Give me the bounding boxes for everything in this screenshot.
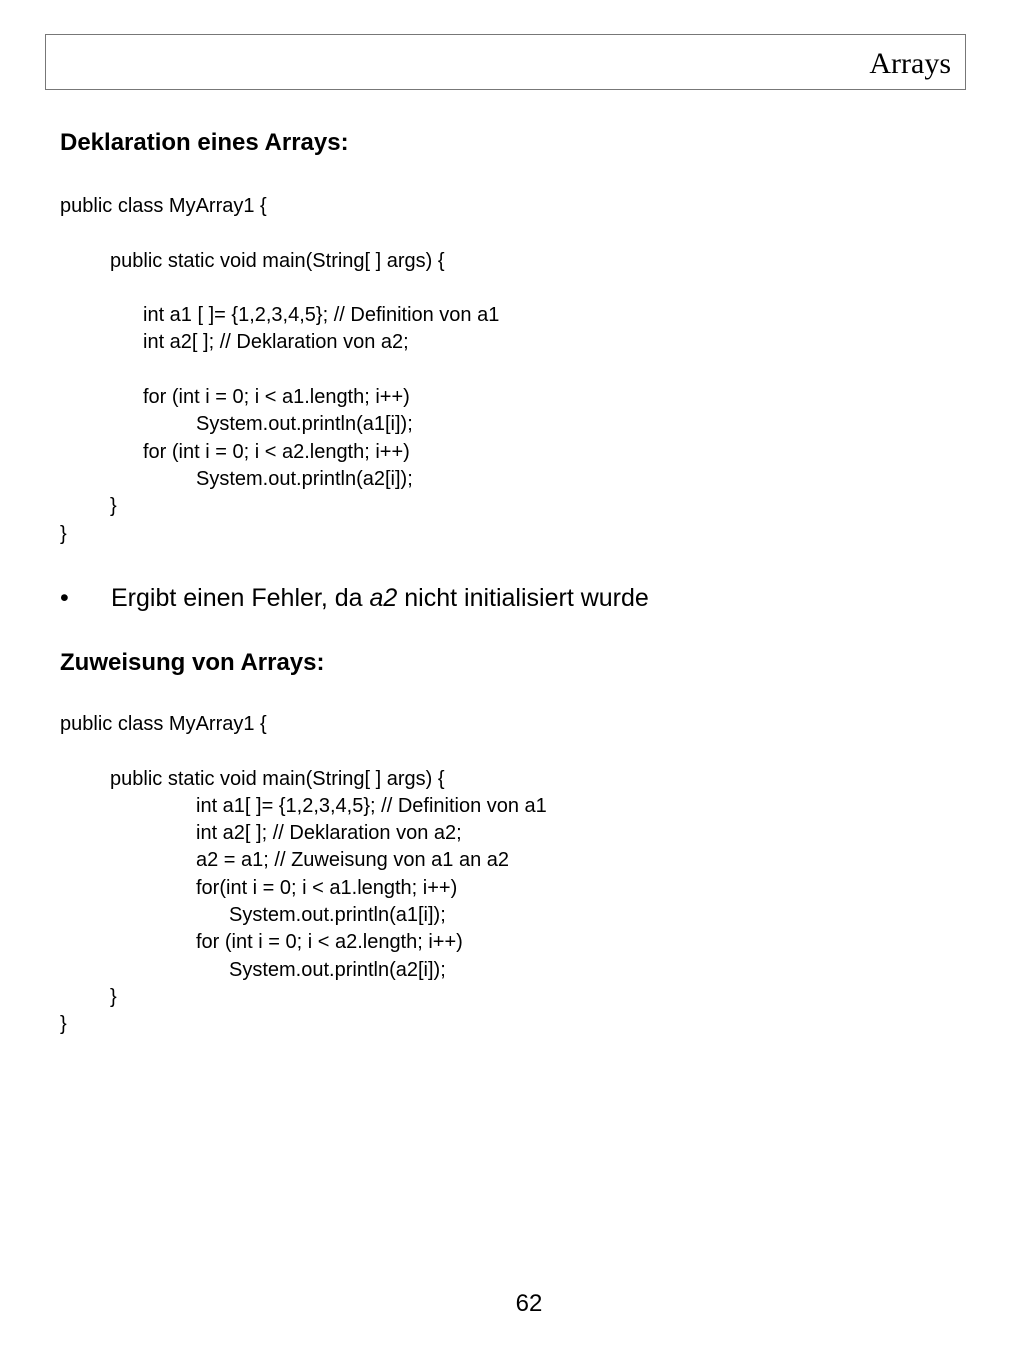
code-line: public static void main(String[ ] args) { — [110, 249, 445, 272]
page-number: 62 — [515, 1290, 543, 1317]
page-header — [45, 34, 966, 90]
bullet-text — [111, 582, 649, 614]
code-line: } — [60, 522, 67, 545]
code-line: int a1 [ ]= {1,2,3,4,5}; // Definition von a1 — [143, 304, 500, 327]
code-line: System.out.println(a2[i]); — [196, 467, 413, 490]
code-line: System.out.println(a2[i]); — [229, 958, 446, 981]
code-line: } — [110, 985, 117, 1008]
code-line: a2 = a1; // Zuweisung von a1 an a2 — [196, 849, 509, 872]
code-line: } — [110, 495, 117, 518]
code-line: public class MyArray1 { — [60, 713, 267, 735]
header-title: Arrays — [869, 47, 951, 80]
code-line — [60, 220, 499, 247]
code-block-assignment — [60, 711, 547, 1039]
bullet-symbol: • — [60, 584, 69, 612]
section-heading-assignment: Zuweisung von Arrays: — [60, 649, 325, 676]
bullet-text-before: Ergibt einen Fehler, da — [111, 584, 370, 612]
code-line: public class MyArray1 { — [60, 195, 267, 217]
code-line: int a1[ ]= {1,2,3,4,5}; // Definition von a1 — [196, 794, 547, 817]
code-line: System.out.println(a1[i]); — [196, 413, 413, 436]
code-line — [60, 275, 499, 302]
code-line — [60, 357, 499, 384]
code-line: System.out.println(a1[i]); — [229, 904, 446, 927]
bullet-text-after: nicht initialisiert wurde — [397, 584, 649, 612]
bullet-text-emphasis: a2 — [369, 584, 398, 612]
code-line: for (int i = 0; i < a2.length; i++) — [143, 440, 410, 463]
code-block-declaration — [60, 193, 499, 548]
code-line — [60, 738, 547, 765]
code-line: for (int i = 0; i < a1.length; i++) — [143, 386, 410, 409]
code-line: int a2[ ]; // Deklaration von a2; — [143, 331, 409, 354]
code-line: for(int i = 0; i < a1.length; i++) — [196, 876, 458, 899]
code-line: int a2[ ]; // Deklaration von a2; — [196, 822, 462, 845]
code-line: for (int i = 0; i < a2.length; i++) — [196, 931, 463, 954]
section-heading-declaration: Deklaration eines Arrays: — [60, 129, 349, 156]
code-line: public static void main(String[ ] args) { — [110, 767, 445, 790]
code-line: } — [60, 1013, 67, 1036]
